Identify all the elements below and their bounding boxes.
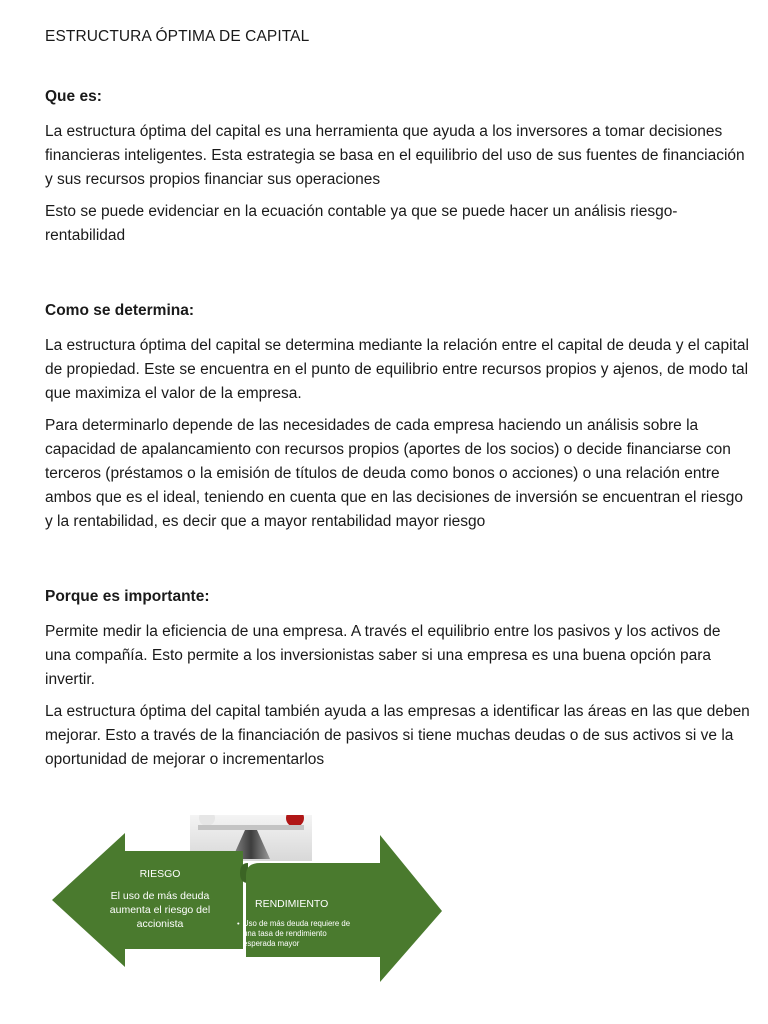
document-page [45, 28, 750, 780]
risk-return-diagram [50, 815, 450, 990]
paragraph: Esto se puede evidenciar en la ecuación contable ya que se puede hacer un análisis riesgo-rentabilidad [45, 203, 678, 244]
return-label: RENDIMIENTO [255, 898, 329, 910]
return-text-line: esperada mayor [243, 939, 300, 948]
risk-text-line: aumenta el riesgo del [109, 904, 211, 916]
paragraph: La estructura óptima del capital es una herramienta que ayuda a los inversores a tomar decisiones financieras inteligentes. Esta estrategia se basa en el equilibrio del uso de sus fuentes de financiación y sus recursos propios financiar sus operaciones [45, 123, 745, 188]
bullet-icon: • [237, 919, 240, 928]
return-text-line: una tasa de rendimiento [243, 929, 327, 938]
section-heading-que-es: Que es: [45, 88, 102, 105]
paragraph: La estructura óptima del capital también ayuda a las empresas a identificar las áreas en las que deben mejorar. Esto a través de la financiación de pasivos si tiene muchas deudas o de sus activos si ve la oportunidad de mejorar o incrementarlos [45, 703, 750, 768]
section-heading-como-se-determina: Como se determina: [45, 302, 195, 319]
risk-label: RIESGO [139, 868, 181, 880]
risk-text-line: accionista [136, 918, 184, 930]
document-title: ESTRUCTURA ÓPTIMA DE CAPITAL [45, 28, 310, 45]
section-heading-porque-es-importante: Porque es importante: [45, 588, 210, 605]
paragraph: La estructura óptima del capital se determina mediante la relación entre el capital de deuda y el capital de propiedad. Este se encuentra en el punto de equilibrio entre recursos propios y ajenos, de modo tal que maximiza el valor de la empresa. [45, 337, 749, 402]
risk-text-line: El uso de más deuda [110, 890, 210, 902]
return-text-line: Uso de más deuda requiere de [243, 919, 351, 928]
paragraph: Para determinarlo depende de las necesidades de cada empresa haciendo un análisis sobre la capacidad de apalancamiento con recursos propios (aportes de los socios) o decide financiarse con terceros (préstamos o la emisión de títulos de deuda como bonos o acciones) o una relación entre ambos que es el ideal, teniendo en cuenta que en las decisiones de inversión se encuentran el riesgo y la rentabilidad, es decir que a mayor rentabilidad mayor riesgo [45, 417, 743, 530]
paragraph: Permite medir la eficiencia de una empresa. A través el equilibrio entre los pasivos y los activos de una compañía. Esto permite a los inversionistas saber si una empresa es una buena opción para invertir. [45, 623, 721, 688]
